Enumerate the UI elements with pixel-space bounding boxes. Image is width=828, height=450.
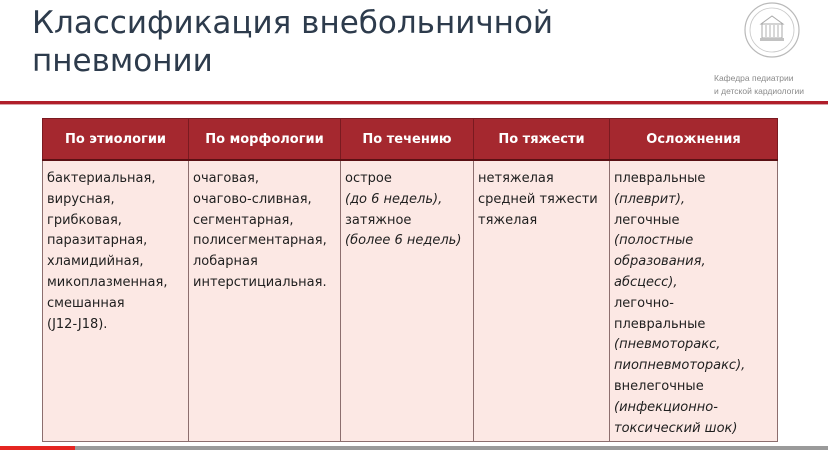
slide-title	[32, 4, 553, 80]
cell-line: очаговая,	[193, 171, 259, 186]
cell-line: (более 6 недель)	[345, 233, 462, 249]
cell-line: затяжное	[345, 212, 412, 228]
cell-course	[341, 160, 474, 442]
cell-line: (J12-J18).	[47, 316, 108, 332]
cell-line: плевральные	[614, 316, 706, 332]
university-seal-icon	[731, 0, 813, 64]
cell-line: сегментарная,	[193, 212, 294, 228]
cell-line: внелегочные	[614, 378, 704, 394]
cell-line: бактериальная,	[47, 171, 156, 186]
cell-line: острое	[345, 171, 392, 186]
department-label	[714, 72, 824, 98]
cell-morphology	[189, 160, 341, 442]
slide-title-line: Классификация внебольничной	[32, 5, 554, 41]
cell-line: грибковая,	[47, 212, 122, 228]
cell-line: (инфекционно-	[614, 399, 718, 415]
cell-complications	[610, 160, 778, 442]
cell-etiology	[43, 160, 189, 442]
column-header-complications: Осложнения	[610, 119, 778, 161]
table-row	[43, 160, 778, 442]
cell-line: интерстициальная.	[193, 274, 327, 290]
cell-line: легочные	[614, 212, 680, 228]
column-header-etiology: По этиологии	[43, 119, 189, 161]
column-header-course: По течению	[341, 119, 474, 161]
cell-line: нетяжелая	[478, 171, 554, 186]
classification-table	[42, 118, 778, 442]
cell-line: абсцесс),	[614, 274, 678, 290]
cell-line: токсический шок)	[614, 420, 738, 436]
cell-line: пиопневмоторакс),	[614, 358, 746, 374]
cell-line: полисегментарная,	[193, 233, 327, 249]
cell-line: паразитарная,	[47, 233, 148, 249]
department-line: Кафедра педиатрии	[714, 73, 794, 83]
cell-line: вирусная,	[47, 191, 115, 207]
title-divider-shadow	[0, 104, 828, 105]
cell-severity	[474, 160, 610, 442]
cell-line: (плеврит),	[614, 191, 686, 207]
column-header-severity: По тяжести	[474, 119, 610, 161]
cell-line: тяжелая	[478, 212, 538, 228]
cell-line: (до 6 недель),	[345, 191, 443, 207]
cell-line: хламидийная,	[47, 254, 144, 270]
cell-line: плевральные	[614, 171, 706, 186]
department-line: и детской кардиологии	[714, 86, 805, 96]
cell-line: (полостные	[614, 233, 694, 249]
table-header-row	[43, 119, 778, 161]
cell-line: средней тяжести	[478, 191, 598, 207]
slide-title-line: пневмонии	[32, 43, 213, 79]
cell-line: лобарная	[193, 254, 258, 270]
cell-line: очагово-сливная,	[193, 191, 312, 207]
video-progress-fill	[0, 446, 75, 450]
cell-line: смешанная	[47, 295, 125, 311]
cell-line: микоплазменная,	[47, 274, 168, 290]
cell-line: (пневмоторакс,	[614, 337, 721, 353]
column-header-morphology: По морфологии	[189, 119, 341, 161]
cell-line: легочно-	[614, 295, 674, 311]
video-progress-bar[interactable]	[0, 446, 828, 450]
cell-line: образования,	[614, 254, 706, 270]
